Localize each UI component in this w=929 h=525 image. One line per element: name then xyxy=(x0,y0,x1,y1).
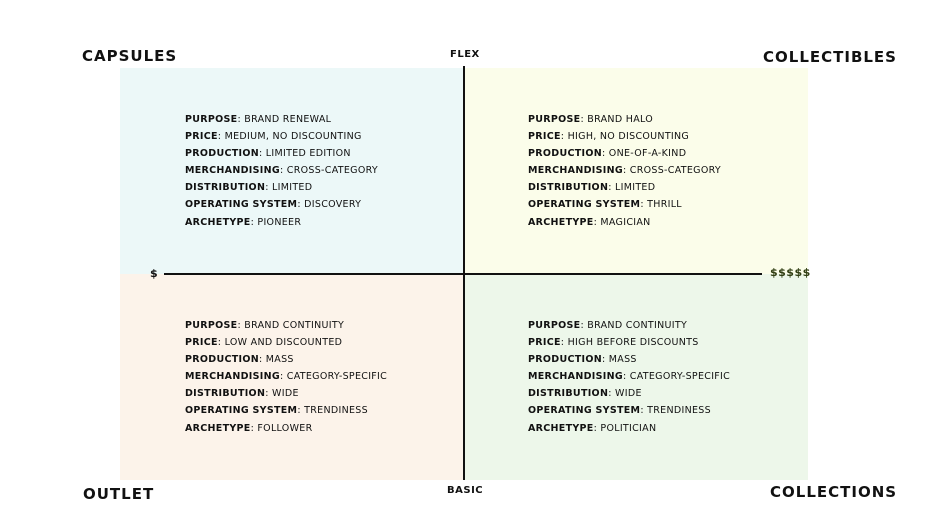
attribute-row xyxy=(185,334,387,351)
attribute-row xyxy=(185,111,378,128)
attribute-row xyxy=(185,402,387,419)
attribute-value: HIGH BEFORE DISCOUNTS xyxy=(567,337,699,349)
outlet-attributes xyxy=(185,317,387,437)
attribute-value: DISCOVERY xyxy=(304,199,362,211)
attribute-key: ARCHETYPE xyxy=(528,422,594,434)
attribute-row xyxy=(528,351,730,368)
attribute-separator: : xyxy=(608,388,616,400)
axis-label-low-price: $ xyxy=(150,267,159,280)
attribute-key: PRICE xyxy=(528,131,561,143)
attribute-separator: : xyxy=(279,165,287,177)
attribute-value: CROSS-CATEGORY xyxy=(629,165,722,177)
attribute-separator: : xyxy=(265,182,273,194)
attribute-row xyxy=(185,128,378,145)
attribute-separator: : xyxy=(237,114,245,125)
axis-label-flex: FLEX xyxy=(450,49,480,60)
attribute-key: DISTRIBUTION xyxy=(528,182,609,194)
capsules-attributes xyxy=(185,111,378,231)
attribute-value: THRILL xyxy=(647,199,682,211)
attribute-key: PRICE xyxy=(185,131,218,143)
attribute-key: PURPOSE xyxy=(528,114,581,125)
attribute-separator: : xyxy=(237,320,245,331)
attribute-key: OPERATING SYSTEM xyxy=(185,405,298,417)
attribute-separator: : xyxy=(601,354,609,366)
attribute-value: TRENDINESS xyxy=(304,405,368,417)
attribute-value: PIONEER xyxy=(257,216,302,228)
attribute-key: OPERATING SYSTEM xyxy=(185,199,298,211)
attribute-key: PRODUCTION xyxy=(528,148,602,160)
attribute-key: ARCHETYPE xyxy=(528,216,594,228)
attribute-row xyxy=(185,214,378,231)
attribute-separator: : xyxy=(250,422,258,434)
attribute-row xyxy=(528,179,721,196)
attribute-key: PURPOSE xyxy=(185,320,238,331)
attribute-separator: : xyxy=(622,371,630,383)
attribute-separator: : xyxy=(640,199,648,211)
attribute-value: FOLLOWER xyxy=(257,422,313,434)
attribute-value: MASS xyxy=(608,354,637,366)
attribute-key: PRICE xyxy=(185,337,218,349)
attribute-separator: : xyxy=(580,114,588,125)
attribute-row xyxy=(185,196,378,213)
attribute-separator: : xyxy=(580,320,588,331)
attribute-separator: : xyxy=(601,148,609,160)
attribute-separator: : xyxy=(265,388,273,400)
attribute-row xyxy=(528,402,730,419)
attribute-key: DISTRIBUTION xyxy=(528,388,609,400)
attribute-separator: : xyxy=(297,199,305,211)
attribute-row xyxy=(528,334,730,351)
attribute-separator: : xyxy=(217,131,225,143)
attribute-key: DISTRIBUTION xyxy=(185,388,266,400)
capsules-title: CAPSULES xyxy=(82,47,178,65)
attribute-key: MERCHANDISING xyxy=(528,371,623,383)
attribute-value: MASS xyxy=(265,354,294,366)
outlet-title: OUTLET xyxy=(83,485,155,503)
attribute-separator: : xyxy=(593,216,601,228)
attribute-row xyxy=(528,145,721,162)
attribute-row xyxy=(185,385,387,402)
attribute-row xyxy=(528,196,721,213)
attribute-row xyxy=(528,128,721,145)
attribute-row xyxy=(185,351,387,368)
attribute-separator: : xyxy=(258,148,266,160)
attribute-value: ONE-OF-A-KIND xyxy=(608,148,687,160)
attribute-value: HIGH, NO DISCOUNTING xyxy=(567,131,690,143)
attribute-separator: : xyxy=(250,216,258,228)
attribute-key: DISTRIBUTION xyxy=(185,182,266,194)
attribute-value: POLITICIAN xyxy=(600,422,657,434)
attribute-value: LIMITED xyxy=(272,182,313,194)
attribute-value: LIMITED EDITION xyxy=(265,148,351,160)
attribute-row xyxy=(528,420,730,437)
collections-attributes xyxy=(528,317,730,437)
attribute-value: CATEGORY-SPECIFIC xyxy=(629,371,731,383)
attribute-value: BRAND RENEWAL xyxy=(244,114,332,125)
attribute-key: PRODUCTION xyxy=(185,148,259,160)
attribute-separator: : xyxy=(593,422,601,434)
attribute-row xyxy=(528,111,721,128)
attribute-separator: : xyxy=(560,337,568,349)
attribute-row xyxy=(185,179,378,196)
axis-label-high-price: $$$$$ xyxy=(770,266,811,279)
attribute-value: WIDE xyxy=(272,388,299,400)
collectibles-title: COLLECTIBLES xyxy=(763,48,897,66)
attribute-value: BRAND HALO xyxy=(587,114,654,125)
attribute-separator: : xyxy=(622,165,630,177)
attribute-separator: : xyxy=(279,371,287,383)
attribute-key: PURPOSE xyxy=(185,114,238,125)
attribute-value: CATEGORY-SPECIFIC xyxy=(286,371,388,383)
axis-label-basic: BASIC xyxy=(447,485,484,496)
attribute-separator: : xyxy=(297,405,305,417)
attribute-key: MERCHANDISING xyxy=(528,165,623,177)
attribute-key: OPERATING SYSTEM xyxy=(528,199,641,211)
collectibles-attributes xyxy=(528,111,721,231)
attribute-value: BRAND CONTINUITY xyxy=(587,320,688,331)
attribute-row xyxy=(528,368,730,385)
attribute-row xyxy=(528,162,721,179)
attribute-row xyxy=(528,385,730,402)
attribute-separator: : xyxy=(217,337,225,349)
attribute-key: ARCHETYPE xyxy=(185,422,251,434)
attribute-value: LIMITED xyxy=(615,182,656,194)
attribute-value: LOW AND DISCOUNTED xyxy=(224,337,343,349)
attribute-row xyxy=(185,368,387,385)
attribute-value: MEDIUM, NO DISCOUNTING xyxy=(224,131,362,143)
attribute-key: PURPOSE xyxy=(528,320,581,331)
attribute-value: TRENDINESS xyxy=(647,405,711,417)
attribute-row xyxy=(185,145,378,162)
attribute-row xyxy=(528,214,721,231)
attribute-key: MERCHANDISING xyxy=(185,165,280,177)
attribute-row xyxy=(185,420,387,437)
attribute-value: WIDE xyxy=(615,388,642,400)
attribute-value: CROSS-CATEGORY xyxy=(286,165,379,177)
attribute-key: MERCHANDISING xyxy=(185,371,280,383)
attribute-key: PRODUCTION xyxy=(185,354,259,366)
attribute-key: PRICE xyxy=(528,337,561,349)
collections-title: COLLECTIONS xyxy=(770,483,898,501)
attribute-row xyxy=(185,317,387,334)
attribute-separator: : xyxy=(560,131,568,143)
attribute-row xyxy=(185,162,378,179)
attribute-value: BRAND CONTINUITY xyxy=(244,320,345,331)
attribute-value: MAGICIAN xyxy=(600,216,651,228)
attribute-key: PRODUCTION xyxy=(528,354,602,366)
attribute-key: ARCHETYPE xyxy=(185,216,251,228)
attribute-separator: : xyxy=(608,182,616,194)
attribute-separator: : xyxy=(258,354,266,366)
horizontal-axis-line xyxy=(164,273,762,275)
attribute-key: OPERATING SYSTEM xyxy=(528,405,641,417)
attribute-separator: : xyxy=(640,405,648,417)
attribute-row xyxy=(528,317,730,334)
